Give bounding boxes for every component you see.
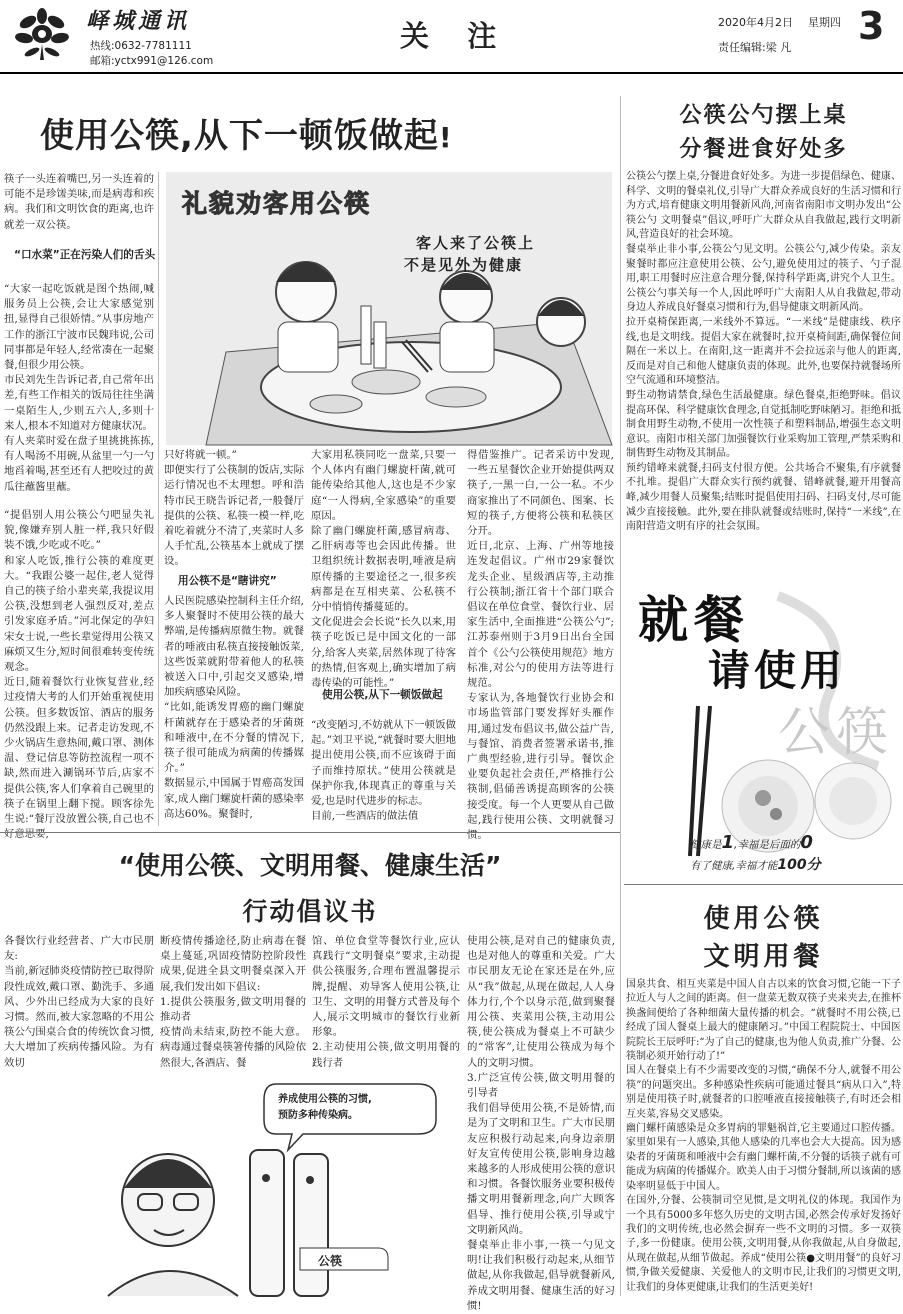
paper-name: 峄城通讯 xyxy=(86,9,191,34)
main-col2-subhead: 用公筷不是“瞎讲究” xyxy=(178,575,277,587)
poster-tag1-mid: ,幸福是后面的 xyxy=(734,839,801,851)
proposal-col1: 各餐饮行业经营者、广大市民朋友: 当前,新冠肺炎疫情防控已取得阶段性成效,戴口罩、勤洗手、多通风、少外出已经成为大家的良好习惯。然而,被大家忽略的不用公筷公勺围桌合食的传统饮食习惯,大大增加了疾病传播风险。为有效切 xyxy=(4,935,154,1069)
masthead-rule xyxy=(0,72,903,74)
issue-weekday: 星期四 xyxy=(808,16,841,29)
proposal-cartoon xyxy=(88,1070,458,1296)
section-label: 关 注 xyxy=(400,19,503,53)
cartoon-drawing xyxy=(88,1070,458,1296)
illustration-caption-2: 不是见外为健康 xyxy=(404,256,524,274)
main-col3-lower: “改变陋习,不妨就从下一顿饭做起。”刘卫平说,“就餐时要大胆地提出使用公筷,而不应该碍于面子而维持原状。”使用公筷就是保护你我,体现真正的尊重与关爱,也是时代进步的标志。 目前,一些酒店的做法值 xyxy=(311,719,456,823)
main-col3-subhead: 使用公筷,从下一顿饭做起 xyxy=(322,689,443,701)
sidebar-title-2: 分餐进食好处多 xyxy=(679,136,848,162)
proposal-col3: 馆、单位食堂等餐饮行业,应认真践行“文明餐桌”要求,主动提供公筷服务,合理布置温馨提示牌,提醒、劝导客人使用公筷,让卫生、文明的用餐方式普及每个人,展示文明城市的餐饮行业新形象。 2.主动使用公筷,做文明用餐的践行者 xyxy=(312,935,460,1069)
email: 邮箱:yctx991@126.com xyxy=(90,55,214,67)
main-headline xyxy=(40,108,600,158)
masthead xyxy=(0,0,903,86)
main-col2-upper: 只好将就一顿。” 即便实行了公筷制的饭店,实际运行情况也不太理想。呼和浩特市民王晓告诉记者,一般餐厅提供的公筷、私筷一模一样,吃着吃着就分不清了,夹菜时人多人手忙乱,公筷基本上就成了摆设。 xyxy=(164,449,304,568)
cartoon-label: 公筷 xyxy=(318,1254,343,1268)
proposal-title-2: 行动倡议书 xyxy=(242,897,378,926)
poster-line-2: 请使用 xyxy=(708,646,847,695)
hotline: 热线:0632-7781111 xyxy=(90,40,192,52)
poster-line-3: 公筷 xyxy=(778,703,895,763)
issue-date: 2020年4月2日 xyxy=(718,16,793,29)
illustration-banner: 礼貌劝客用公筷 xyxy=(182,189,372,218)
cartoon-bubble-2: 预防多种传染病。 xyxy=(278,1110,358,1121)
poster-line-1: 就餐 xyxy=(638,590,750,649)
poster-tagline-1 xyxy=(690,832,813,853)
proposal-col2: 断疫情传播途径,防止病毒在餐桌上蔓延,巩固疫情防控阶段性成果,促进全县文明餐桌深入开展,我们发出如下倡议: 1.提供公筷服务,做文明用餐的推动者 疫情尚未结束,防控不能大意。病毒通过餐桌筷箸传播的风险依然很大,各酒店、餐 xyxy=(160,935,306,1069)
illustration-caption-1: 客人来了公筷上 xyxy=(416,234,536,252)
bottom-title-1: 使用公筷 xyxy=(703,904,824,934)
proposal-top-rule xyxy=(0,832,620,833)
proposal-col4: 使用公筷,是对自己的健康负责,也是对他人的尊重和关爱。广大市民朋友无论在家还是在外,应从“我”做起,从现在做起,人人身体力行,个个以身示范,做到聚餐用公筷、夹菜用公筷,主动用公筷,使公筷成为餐桌上不可缺少的“常客”,让使用公筷成为每个人的文明习惯。 3.广泛宣传公筷,做文明用餐的引导者 我们倡导使用公筷,不是娇情,而是为了文明和卫生。广大市民朋友应积极行动起来,向身边亲朋好友宣传使用公筷,影响身边越来越多的人形成使用公筷的意识和习惯。各餐饮服务业要积极传播文明用餐新理念,向广大顾客倡导、推行使用公筷,引导或宁文明新风尚。 餐桌举止非小事,一筷一勺见文明!让我们积极行动起来,从细节做起,从你我做起,倡导就餐新风,养成文明用餐、健康生活的好习惯! xyxy=(467,935,615,1312)
bottom-body: 国泉共食、相互夹菜是中国人自古以来的饮食习惯,它能一下子拉近人与人之间的距离。但一盘菜无数双筷子夹来夹去,在推杯换盏间便给了各种细菌大量传播的机会。“就餐时不用公筷,已经成了国人餐桌上最大的健康陋习。”中国工程院院士、中国医院院长王辰呼吁:“为了自己的健康,也为他人负责,推广分餐、公筷制必须开始行动了!” 国人在餐桌上有不少需要改变的习惯,“确保不分人,就餐不用公筷”的问题突出。多种感染性疾病可能通过餐具“病从口入”,特别是使用筷子时,就餐者的口腔唾液直接接触筷子,有时还会相互夹菜,容易交叉感染。 幽门螺杆菌感染是众多胃病的罪魁祸首,它主要通过口腔传播。家里如果有一人感染,其他人感染的几率也会大大提高。因为感染者的牙菌斑和唾液中会有幽门螺杆菌,不分餐的话筷子就有可能成为病菌的传播媒介。欧美人由于习惯分餐制,所以该菌的感染率明显低于中国人。 在国外,分餐、公筷制司空见惯,是文明礼仪的体现。我国作为一个具有5000多年悠久历史的文明古国,必然会传承好发扬好我们的文明传统,也必然会摒弃一些不文明的习惯。多一双筷子,多一份健康。使用公筷,文明用餐,从你我做起,从自身做起,从现在做起,从细节做起。养成“使用公筷●文明用餐”的良好习惯,争做关爱健康、关爱他人的文明市民,让我们的习惯更文明,让我们的身体更健康,让我们的生活更美好! xyxy=(626,979,901,1293)
main-col1-subhead: “口水菜”正在污染人们的舌头 xyxy=(14,249,156,261)
main-col4: 得借鉴推广。记者采访中发现,一些五星餐饮企业开始提供两双筷子,一黑一白,一公一私。不少商家推出了不同颜色、图案、长短的筷子,方便将公筷和私筷区分开。 近日,北京、上海、广州等地接连发起倡议。广州市29家餐饮龙头企业、星级酒店等,主动推行公筷制;浙江省十个部门联合倡议在单位食堂、餐饮行业、居家生活中,全面推进“公筷公勺”;江苏泰州则于3月9日出台全国首个《公勺公筷使用规范》地方标准,对公勺的使用方法等进行规范。 专家认为,各地餐饮行业协会和市场监管部门要发挥好头雁作用,通过发布倡议书,做公益广告,与餐馆、消费者签署承诺书,推广典型经验,进行引导。餐饮企业要负起社会责任,严格推行公筷制,倡俑善诱提高顾客的公筷接受度。每一个人更要从自己做起,践行使用公筷、文明就餐习惯。 xyxy=(467,449,614,842)
sidebar-title-1: 公筷公勺摆上桌 xyxy=(679,102,848,128)
sidebar-body: 公筷公勺摆上桌,分餐进食好处多。为进一步提倡绿色、健康、科学、文明的餐桌礼仪,引导广大群众养成良好的生活习惯和行为方式,培育健康文明用餐新风尚,河南省南阳市文明办发出“公筷公勺 文明餐桌”倡议,呼吁广大群众从自我做起,践行文明新风,营造良好的社会环境。 餐桌举止非小事,公筷公勺见文明。公筷公勺,减少传染。亲友聚餐时都应注意使用公筷、公勺,避免使用过的筷子、勺子混用,职工用餐时应注意合理分餐,保持科学距离,讲究个人卫生。公筷公勺事关每一个人,因此呼吁广大南阳人从自我做起,带动身边人养成良好餐桌习惯和行为,倡导健康文明新风尚。 拉开桌椅保距离,一米线外不算远。“一米线”是健康线、秩序线,也是文明线。提倡大家在就餐时,拉开桌椅间距,确保餐位间隔在一米以上。在南阳,这一距离并不会拉远亲与他人的距离,反而是对自己和他人健康负责的体现。此外,也要保持就餐场所空气流通和环境整洁。 野生动物请禁食,绿色生活最健康。绿色餐桌,拒绝野味。倡议提高环保、科学健康饮食理念,自觉抵制吃野味陋习。拒绝和抵制食用野生动物,不使用一次性筷子和塑料制品,增强生态文明意识。南阳市相关部门加强餐饮行业采购加工管理,严禁采购和制售野生动物及其制品。 预约错峰来就餐,扫码支付很方便。公共场合不聚集,有序就餐不扎堆。提倡广大群众实行预约就餐、错峰就餐,避开用餐高峰,减少用餐人员聚集;结账时提倡使用扫码、扫码支付,尽可能减少直接接触。此外,要在排队就餐或结账时,保持“一米线”,在南阳营造文明有序的社会氛围。 xyxy=(626,171,901,533)
cartoon-bubble-1: 养成使用公筷的习惯, xyxy=(278,1094,372,1105)
main-headline-mark: ! xyxy=(438,121,452,154)
editor: 责任编辑:梁 凡 xyxy=(718,41,792,54)
poster-tag2-num: 100分 xyxy=(777,857,821,873)
main-right-divider xyxy=(620,96,621,1296)
poster-tag1-num1: 1 xyxy=(721,832,735,853)
chopsticks-poster xyxy=(628,566,903,876)
page-number: 3 xyxy=(858,4,885,48)
main-headline-text: 使用公筷,从下一顿饭做起 xyxy=(40,116,439,156)
main-col3-upper: 大家用私筷同吃一盘菜,只要一个人体内有幽门螺旋杆菌,就可能传染给其他人,这也是不少家庭“一人得病,全家感染”的重要原因。 除了幽门螺旋杆菌,感冒病毒、乙肝病毒等也会因此传播。世卫组织统计数据表明,唾液是病原传播的主要途径之一,很多疾病都是在互相夹菜、公私筷不分中悄悄传播蔓延的。 文化促进会会长说“长久以来,用筷子吃饭已是中国文化的一部分,给客人夹菜,居然体现了待客的热情,但客观上,确实增加了病毒传染的可能性。” xyxy=(311,449,456,690)
poster-tag1-num2: 0 xyxy=(800,832,813,853)
main-col2-lower: 人民医院感染控制科主任介绍,多人聚餐时不使用公筷的最大弊端,是传播病原微生物。就餐者的唾液由私筷直接接触饭菜,这些饭菜就附带着他人的私筷被送入口中,引起交叉感染,增加疾病感染风险。 “比如,能诱发胃癌的幽门螺旋杆菌就存在于感染者的牙菌斑和唾液中,在不分餐的情况下,筷子很可能成为病菌的传播媒介。” 数据显示,中国属于胃癌高发国家,成人幽门螺旋杆菌的感染率高达60%。聚餐时, xyxy=(164,595,304,820)
poster-tagline-2 xyxy=(690,854,821,874)
dining-illustration xyxy=(166,172,612,445)
main-col1-upper: “大家一起吃饭就是图个热闹,喊服务员上公筷,会让大家感觉别扭,显得自己很娇情。”从事房地产工作的浙江宁波市民魏玮说,公司同事都是年轻人,经常凑在一起聚餐,但很少用公筷。 市民刘先生告诉记者,自己常年出差,有些工作相关的饭局往往坐满一桌陌生人,少则五六人,多则十来人,根本不知道对方健康状况。 有人夹菜时爱在盘子里挑挑拣拣,有人喝汤不用碗,从盆里一勺一勺地舀着喝,甚至还有人把咬过的黄瓜往蘸酱里蘸。 xyxy=(4,283,154,493)
proposal-title-1: “使用公筷、文明用餐、健康生活” xyxy=(118,851,502,880)
bottom-title-2: 文明用餐 xyxy=(703,942,824,972)
flower-logo-icon xyxy=(6,4,78,62)
main-col-divider-1 xyxy=(158,172,159,826)
poster-tag2-prefix: 有了健康,幸福才能 xyxy=(690,860,778,872)
poster-tag1-prefix: 健康是 xyxy=(690,839,722,851)
bottom-right-rule xyxy=(624,884,903,885)
main-col1-lower: “提倡别人用公筷公勺吧显失礼貌,像嫌弃别人脏一样,我只好假装不饿,少吃或不吃。” 和家人吃饭,推行公筷的难度更大。“我跟公婆一起住,老人觉得自己的筷子给小辈夹菜,我提议用公筷,没想到老人强烈反对,差点引发家庭矛盾。”河北保定的孕妇宋女士说,一些长辈觉得用公筷又麻烦又生分,短时间很难转变传统观念。 近日,随着餐饮行业恢复营业,经过疫情大考的人们开始重视使用公筷。但多数饭馆、酒店的服务仍然没跟上来。记者走访发现,不少火锅店生意热闹,戴口罩、测体温、登记信息等防控流程一项不缺,然而进入涮锅环节后,店家不提供公筷,客人们拿着自己碗里的筷子在锅里上翻下搅。顾客徐先生说:“餐厅没放置公筷,自己也不好意思要, xyxy=(4,509,154,841)
main-col1-lead: 筷子一头连着嘴巴,另一头连着的可能不是珍馐美味,而是病毒和疾病。我们和文明饮食的距离,也许就差一双公筷。 xyxy=(4,173,154,231)
